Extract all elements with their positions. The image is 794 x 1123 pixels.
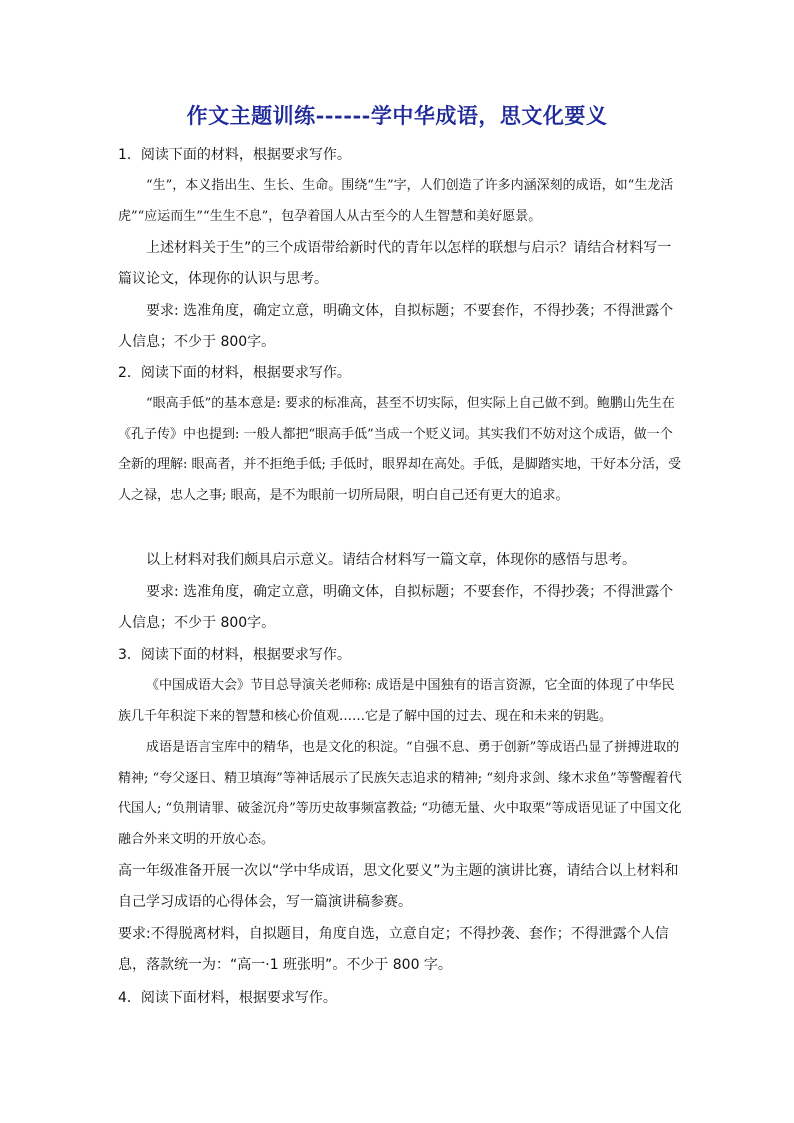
question-1-heading: 1．阅读下面的材料，根据要求写作。 bbox=[118, 147, 351, 163]
question-4-heading: 4．阅读下面材料，根据要求写作。 bbox=[118, 990, 337, 1006]
question-3-material-2: 成语是语言宝库中的精华，也是文化的积淀。“自强不息、勇于创新”等成语凸显了拼搏进取的精神; “夸父逐日、精卫填海”等神话展示了民族矢志追求的精神; “刻舟求剑、缘木求鱼”等警醒着代代国人; “负荆请罪、破釜沉舟”等历史故事频富教益; “功德无量、火中取栗”等成语见证了中国文化融合外来文明的开放心态。 bbox=[118, 740, 682, 847]
question-1-requirement: 要求: 选准角度，确定立意，明确文体，自拟标题；不要套作，不得抄袭；不得泄露个人信息；不少于 800字。 bbox=[118, 303, 674, 350]
question-3-prompt: 高一年级准备开展一次以“学中华成语，思文化要义”为主题的演讲比赛，请结合以上材料和自己学习成语的心得体会，写一篇演讲稿参赛。 bbox=[118, 863, 679, 910]
question-1-material: “生”，本义指出生、生长、生命。围绕“生”字，人们创造了许多内涵深刻的成语，如“生龙活虎”“应运而生”“生生不息”，包孕着国人从古至今的人生智慧和美好愿景。 bbox=[118, 178, 674, 224]
question-2-heading: 2．阅读下面的材料，根据要求写作。 bbox=[118, 365, 351, 381]
question-2-material: “眼高手低”的基本意是: 要求的标准高，甚至不切实际，但实际上自己做不到。鲍鹏山先生在《孔子传》中也提到: 一般人都把“眼高手低”当成一个贬义词。其实我们不妨对这个成语，做一个全新的理解: 眼高者，并不拒绝手低; 手低时，眼界却在高处。手低，是脚踏实地，干好本分活，受人之禄，忠人之事; 眼高，是不为眼前一切所局限，明白自己还有更大的追求。 bbox=[118, 396, 682, 503]
question-2-requirement: 要求: 选准角度，确定立意，明确文体，自拟标题；不要套作，不得抄袭；不得泄露个人信息；不少于 800字。 bbox=[118, 584, 674, 631]
question-1-prompt: 上述材料关于生”的三个成语带给新时代的青年以怎样的联想与启示？请结合材料写一篇议论文，体现你的认识与思考。 bbox=[118, 240, 672, 287]
question-3-requirement: 要求:不得脱离材料，自拟题目，角度自选，立意自定；不得抄袭、套作；不得泄露个人信息，落款统一为：“高一·1 班张明”。不少于 800 字。 bbox=[118, 926, 669, 973]
question-2-prompt: 以上材料对我们颇具启示意义。请结合材料写一篇文章，体现你的感悟与思考。 bbox=[146, 552, 636, 568]
question-3-material-1: 《中国成语大会》节目总导演关老师称: 成语是中国独有的语言资源，它全面的体现了中华民族几千年积淀下来的智慧和核心价值观……它是了解中国的过去、现在和未来的钥匙。 bbox=[118, 678, 675, 724]
question-3-heading: 3．阅读下面的材料，根据要求写作。 bbox=[118, 647, 351, 663]
document-title: 作文主题训练------学中华成语，思文化要义 bbox=[186, 103, 608, 128]
